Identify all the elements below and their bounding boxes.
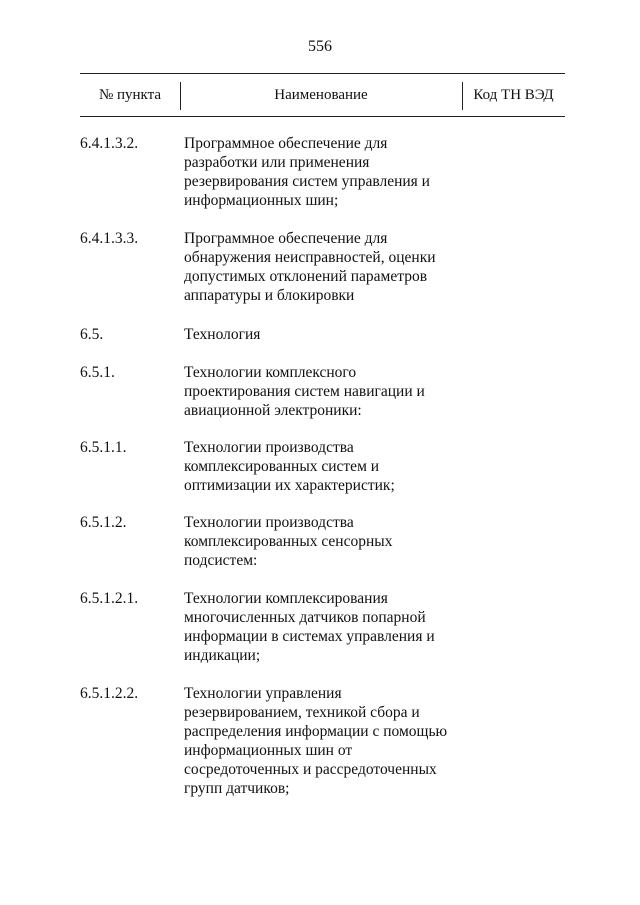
header-bottom-rule <box>80 116 565 117</box>
column-header-name: Наименование <box>274 87 368 103</box>
table-header <box>80 74 565 116</box>
item-number: 6.5. <box>80 326 104 343</box>
column-header-tnved-code: Код ТН ВЭД <box>473 87 554 103</box>
list-item <box>80 513 565 570</box>
item-number: 6.4.1.3.2. <box>80 135 139 152</box>
item-number: 6.5.1.2. <box>80 514 127 531</box>
list-item <box>80 589 565 665</box>
list-item <box>80 438 565 495</box>
item-number: 6.5.1. <box>80 364 115 381</box>
list-item <box>80 229 565 305</box>
item-name: Технологии производства комплексированных систем и оптимизации их характеристик; <box>184 439 395 494</box>
item-name: Технология <box>184 326 261 343</box>
entries-list <box>80 134 565 798</box>
item-name: Технологии комплексного проектирования систем навигации и авиационной электроники: <box>184 364 425 419</box>
item-name: Программное обеспечение для обнаружения неисправностей, оценки допустимых отклонений параметров аппаратуры и блокировки <box>184 230 436 304</box>
item-number: 6.5.1.1. <box>80 439 127 456</box>
list-item <box>80 134 565 210</box>
list-item <box>80 325 565 344</box>
column-header-item-number: № пункта <box>98 87 162 103</box>
item-number: 6.4.1.3.3. <box>80 230 139 247</box>
list-item <box>80 684 565 798</box>
item-name: Технологии комплексирования многочисленных датчиков попарной информации в системах управления и индикации; <box>184 590 435 664</box>
item-name: Технологии производства комплексированных сенсорных подсистем: <box>184 514 393 569</box>
item-name: Технологии управления резервированием, техникой сбора и распределения информации с помощью информационных шин от сосредоточенных и рассредоточенных групп датчиков; <box>184 685 448 797</box>
item-name: Программное обеспечение для разработки или применения резервирования систем управления и информационных шин; <box>184 135 430 209</box>
item-number: 6.5.1.2.2. <box>80 685 139 702</box>
item-number: 6.5.1.2.1. <box>80 590 139 607</box>
list-item <box>80 363 565 420</box>
page-number: 556 <box>308 38 332 55</box>
